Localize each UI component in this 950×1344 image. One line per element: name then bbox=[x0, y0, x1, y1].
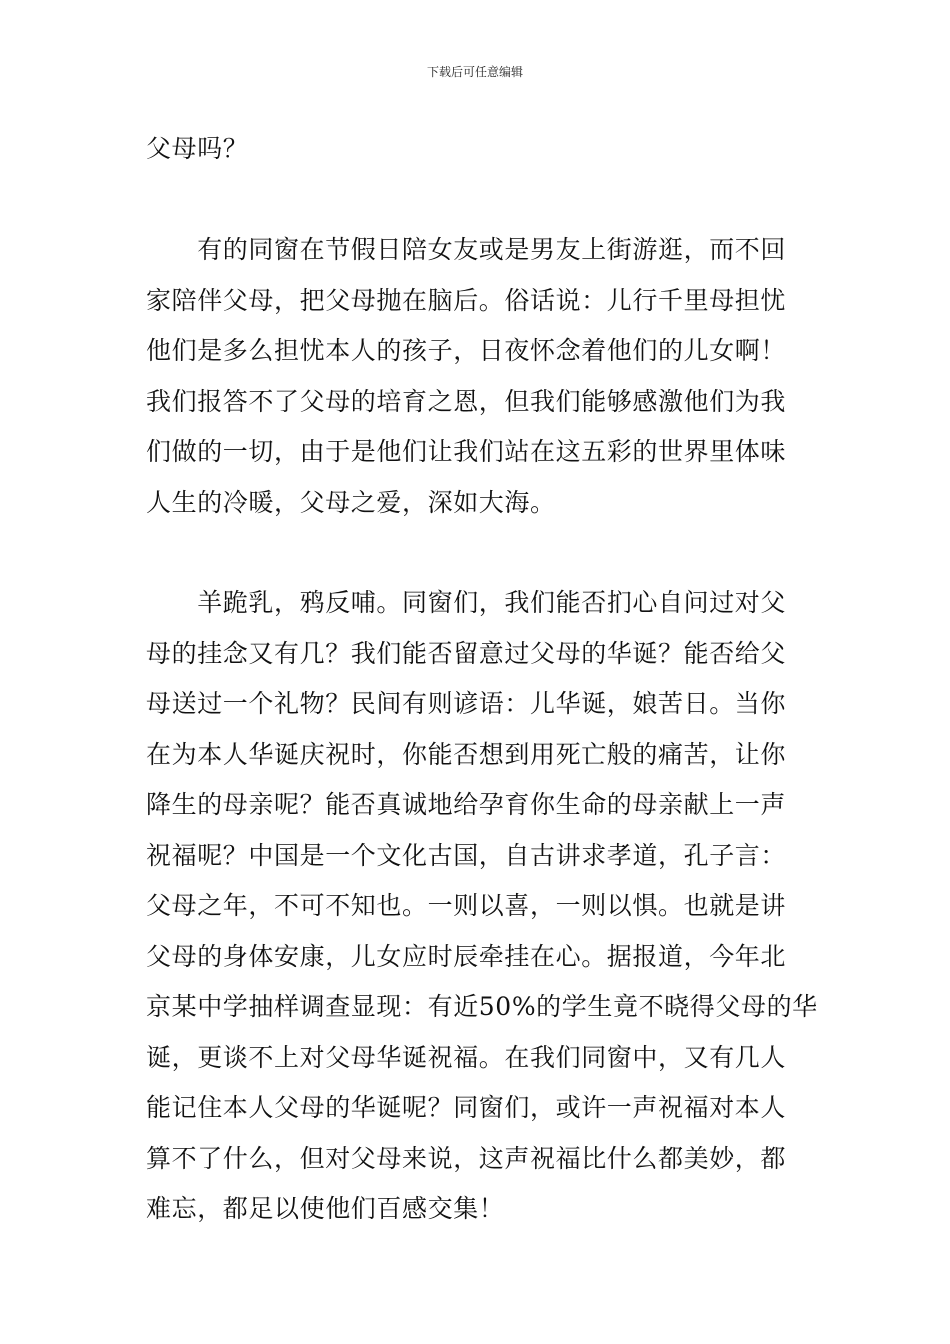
text-line: 他们是多么担忧本人的孩子，日夜怀念着他们的儿女啊！ bbox=[146, 336, 787, 365]
text-line: 在为本人华诞庆祝时，你能否想到用死亡般的痛苦，让你 bbox=[146, 739, 787, 769]
text-line: 有的同窗在节假日陪女友或是男友上街游逛，而不回 bbox=[146, 235, 787, 264]
text-line: 京某中学抽样调查显现：有近50%的学生竟不晓得父母的华 bbox=[146, 992, 818, 1021]
text-line: 我们报答不了父母的培育之恩，但我们能够感激他们为我 bbox=[146, 386, 787, 416]
paragraph-continuation bbox=[146, 124, 808, 175]
text-line: 祝福呢？中国是一个文化古国，自古讲求孝道，孔子言： bbox=[146, 840, 787, 870]
text-line: 难忘，都足以使他们百感交集！ bbox=[146, 1194, 505, 1223]
text-line: 降生的母亲呢？能否真诚地给孕育你生命的母亲献上一声 bbox=[146, 790, 787, 819]
page-header: 下载后可任意编辑 bbox=[426, 65, 523, 79]
text-line: 母送过一个礼物？民间有则谚语：儿华诞，娘苦日。当你 bbox=[146, 689, 787, 718]
text-line: 算不了什么，但对父母来说，这声祝福比什么都美妙，都 bbox=[146, 1143, 787, 1173]
text-line: 父母的身体安康，儿女应时辰牵挂在心。据报道，今年北 bbox=[146, 941, 787, 971]
text-line: 父母之年，不可不知也。一则以喜，一则以惧。也就是讲 bbox=[146, 891, 787, 920]
paragraph-filial-piety bbox=[146, 578, 818, 1235]
text-line: 们做的一切，由于是他们让我们站在这五彩的世界里体味 bbox=[146, 437, 787, 466]
text-line: 母的挂念又有几？我们能否留意过父母的华诞？能否给父 bbox=[146, 638, 787, 668]
text-line: 家陪伴父母，把父母抛在脑后。俗话说：儿行千里母担忧 bbox=[146, 285, 787, 315]
text-line: 能记住本人父母的华诞呢？同窗们，或许一声祝福对本人 bbox=[146, 1093, 787, 1122]
text-line: 诞，更谈不上对父母华诞祝福。在我们同窗中，又有几人 bbox=[146, 1042, 787, 1072]
paragraph-parents-care bbox=[146, 225, 808, 528]
text-line: 人生的冷暖，父母之爱，深如大海。 bbox=[146, 487, 556, 517]
text-line: 父母吗？ bbox=[146, 134, 249, 163]
text-line: 羊跪乳，鸦反哺。同窗们，我们能否扪心自问过对父 bbox=[146, 588, 787, 617]
